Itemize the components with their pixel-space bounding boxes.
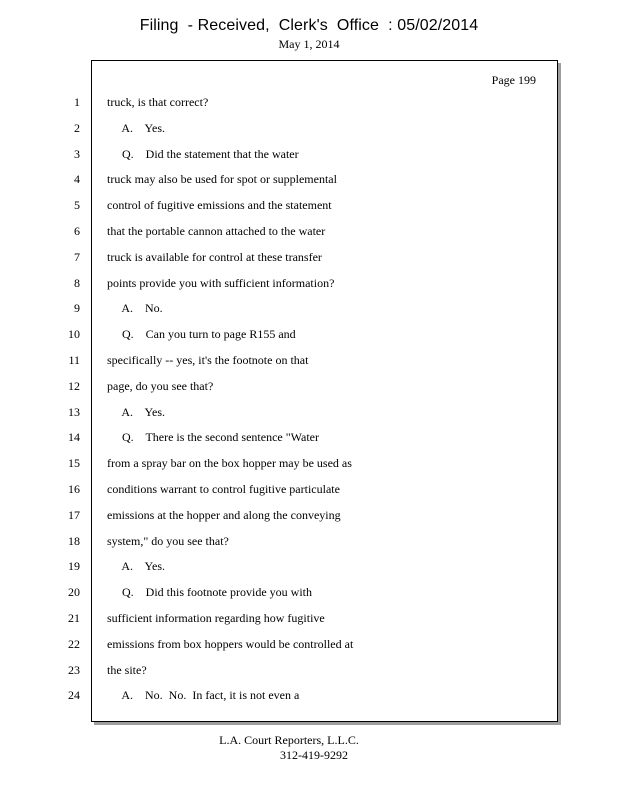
transcript-line-text: emissions at the hopper and along the conveying (107, 508, 341, 522)
line-number: 3 (74, 147, 80, 161)
transcript-line-text: A. No. (107, 301, 163, 315)
transcript-line-text: conditions warrant to control fugitive particulate (107, 482, 340, 496)
line-number: 17 (68, 508, 80, 522)
transcript-line-text: control of fugitive emissions and the statement (107, 198, 332, 212)
line-number: 9 (74, 301, 80, 315)
filing-stamp: Filing - Received, Clerk's Office : 05/02/2014 (139, 17, 479, 34)
transcript-line-text: from a spray bar on the box hopper may be used as (107, 456, 352, 470)
line-number: 4 (74, 172, 80, 186)
transcript-line-text: specifically -- yes, it's the footnote on that (107, 353, 309, 367)
court-reporter-phone: 312-419-9292 (280, 748, 348, 762)
line-number: 21 (68, 611, 80, 625)
line-number: 18 (68, 534, 80, 548)
line-number: 6 (74, 224, 80, 238)
transcript-line-text: truck may also be used for spot or supplemental (107, 172, 337, 186)
line-number: 8 (74, 276, 80, 290)
line-number: 7 (74, 250, 80, 264)
line-number: 10 (68, 327, 80, 341)
transcript-line-text: A. Yes. (107, 121, 166, 135)
line-number: 2 (74, 121, 80, 135)
line-number: 22 (68, 637, 80, 651)
line-number: 11 (68, 353, 80, 367)
transcript-line-text: Q. There is the second sentence "Water (107, 430, 319, 444)
page-number: Page 199 (491, 73, 536, 87)
line-number: 23 (68, 663, 80, 677)
line-number: 13 (68, 405, 80, 419)
transcript-line-text: that the portable cannon attached to the water (107, 224, 326, 238)
transcript-line-text: truck, is that correct? (107, 95, 209, 109)
transcript-line-text: truck is available for control at these transfer (107, 250, 322, 264)
transcript-line-text: Q. Did this footnote provide you with (107, 585, 312, 599)
line-number: 20 (68, 585, 80, 599)
line-number: 12 (68, 379, 80, 393)
transcript-line-text: emissions from box hoppers would be controlled at (107, 637, 354, 651)
court-reporter-name: L.A. Court Reporters, L.L.C. (219, 733, 359, 747)
transcript-line-text: the site? (107, 663, 147, 677)
line-number: 15 (68, 456, 80, 470)
transcript-line-text: Q. Can you turn to page R155 and (107, 327, 296, 341)
line-number: 24 (68, 688, 80, 702)
transcript-line-text: A. No. No. In fact, it is not even a (107, 688, 300, 702)
transcript-line-text: points provide you with sufficient information? (107, 276, 335, 290)
line-number: 1 (74, 95, 80, 109)
transcript-line-text: sufficient information regarding how fugitive (107, 611, 325, 625)
transcript-line-text: A. Yes. (107, 405, 166, 419)
line-number: 5 (74, 198, 80, 212)
transcript-line-text: A. Yes. (107, 559, 166, 573)
transcript-date: May 1, 2014 (278, 37, 340, 51)
line-number: 14 (68, 430, 80, 444)
line-number: 19 (68, 559, 80, 573)
line-number: 16 (68, 482, 80, 496)
transcript-line-text: page, do you see that? (107, 379, 214, 393)
transcript-line-text: Q. Did the statement that the water (107, 147, 299, 161)
transcript-line-text: system," do you see that? (107, 534, 229, 548)
